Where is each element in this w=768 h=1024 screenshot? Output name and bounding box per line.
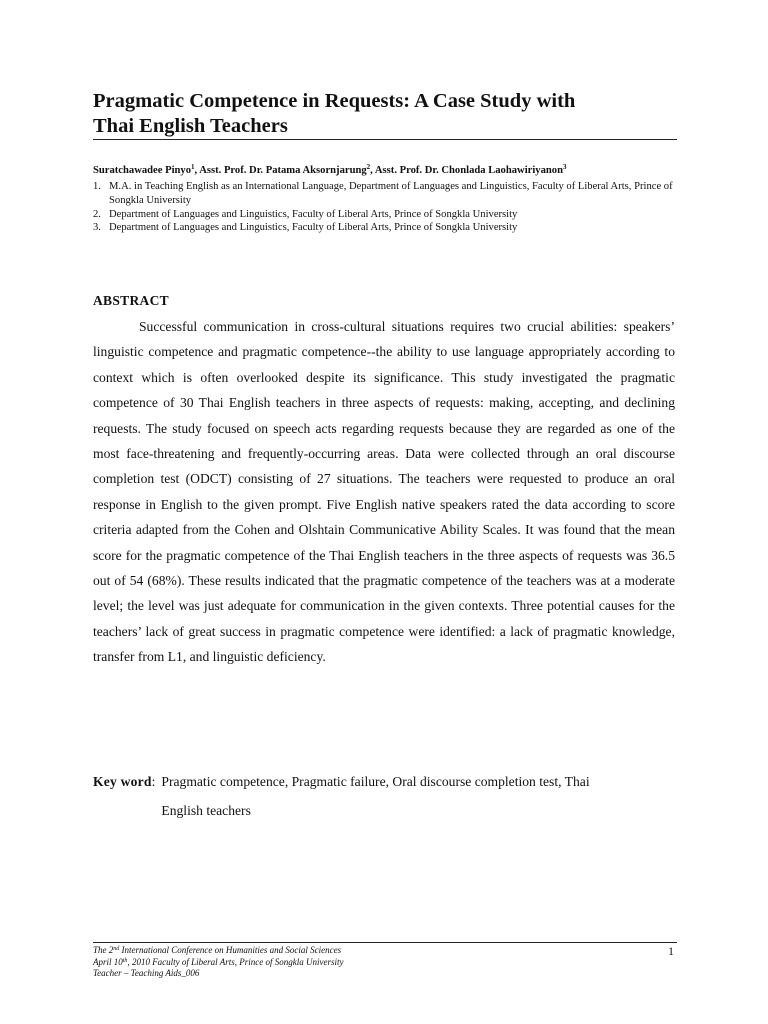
paper-title [93,89,693,139]
footer-sup: nd [113,946,120,952]
author-affil-mark: 1 [191,163,195,171]
footer-text: April 10 [93,956,123,967]
affiliation-item [93,221,693,235]
footer-text: International Conference on Humanities and Social Sciences [119,945,342,955]
affiliation-number: 3. [93,222,101,234]
affiliation-text: Department of Languages and Linguistics, Faculty of Liberal Arts, Prince of Songkla University [109,208,518,220]
page-number: 1 [668,944,674,958]
keywords-label: Key word [93,774,152,789]
author-name: Asst. Prof. Dr. Patama Aksornjarung [199,165,367,176]
author-name: Suratchawadee Pinyo [93,165,191,176]
keywords-line-1: Pragmatic competence, Pragmatic failure, Oral discourse completion test, Thai [161,774,590,789]
footer-sup: th [122,957,128,964]
affiliation-item [93,208,693,222]
author-affil-mark: 2 [366,163,371,171]
keywords-section [93,767,675,825]
affiliation-item [93,180,693,208]
keywords-text [161,767,589,825]
author-name: Asst. Prof. Dr. Chonlada Laohawiriyanon [374,165,563,176]
footer-text: , 2010 Faculty of Liberal Arts, Prince of Songkla University [127,956,344,967]
footer-date [93,957,573,969]
keywords-colon: : [151,774,156,789]
footer-conference [93,945,573,957]
footer-divider [93,942,677,943]
title-line-1: Pragmatic Competence in Requests: A Case Study with [93,90,576,112]
page-footer [93,945,573,980]
abstract-body: Successful communication in cross-cultural situations requires two crucial abilities: speakers’ linguistic competence and pragmatic competence--the ability to use language appropriately according to context which is often overlooked despite its significance. This study investigated the pragmatic competence of 30 Thai English teachers in three aspects of requests: making, accepting, and declining requests. The study focused on speech acts regarding requests because they are regarded as one of the most face-threatening and frequently-occurring areas. Data were collected through an oral discourse completion test (ODCT) consisting of 27 situations. The teachers were requested to produce an oral response in English to the given prompt. Five English native speakers rated the data according to score criteria adapted from the Cohen and Olshtain Communicative Ability Scales. It was found that the mean score for the pragmatic competence of the Thai English teachers in the three aspects of requests was 36.5 out of 54 (68%). These results indicated that the pragmatic competence of the teachers was at a moderate level; the level was just adequate for communication in the given contexts. Three potential causes for the teachers’ lack of great success in pragmatic competence were identified: a lack of pragmatic knowledge, transfer from L1, and linguistic deficiency. [93,319,675,665]
footer-track: Teacher – Teaching Aids_006 [93,968,200,978]
affiliation-number: 2. [93,208,101,220]
keywords-line-2: English teachers [161,803,251,818]
author-list: Suratchawadee Pinyo$^1$, Asst. Prof. Dr. Patama Aksornjarung$^2$, Asst. Prof. Dr. Chonlada Laohawiriyanon$^3$ [93,163,567,176]
affiliation-text: Department of Languages and Linguistics, Faculty of Liberal Arts, Prince of Songkla University [109,222,518,234]
title-divider [93,139,677,140]
affiliation-list [93,180,693,235]
affiliation-number: 1. [93,181,101,192]
author-affil-mark: 3 [562,163,567,171]
affiliation-text: M.A. in Teaching English as an International Language, Department of Languages and Linguistics, Faculty of Liberal Arts, Prince of Songkla University [109,181,673,206]
title-line-2: Thai English Teachers [93,115,288,137]
footer-text: The 2 [93,945,114,955]
abstract-heading: ABSTRACT [93,293,169,308]
